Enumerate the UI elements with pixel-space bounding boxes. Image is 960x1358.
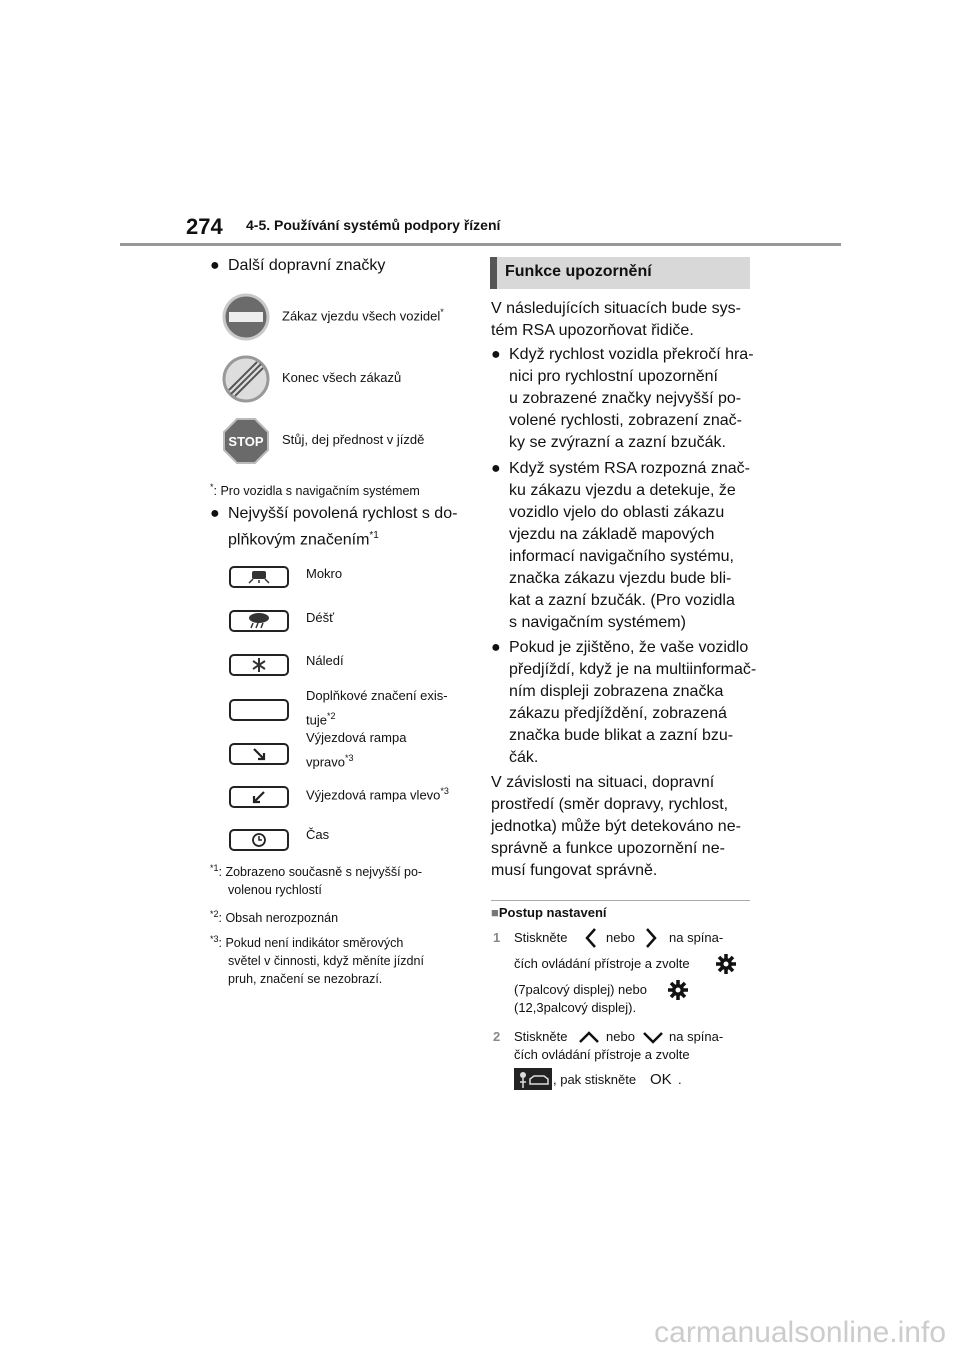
- step-1-number: 1: [493, 930, 501, 945]
- exit-left-arrow-icon: [231, 788, 287, 806]
- footnote-3: $^{*3}$: Pokud není indikátor směrových světel v činnosti, když měníte jízdní pruh, značení se nezobrazí.: [210, 934, 424, 987]
- procedure-title: ■Postup nastavení: [491, 905, 607, 920]
- time-plate: [229, 829, 289, 851]
- no-entry-sign-icon: [222, 293, 270, 341]
- wet-road-plate: [229, 566, 289, 588]
- footnote-star: *: Pro vozidla s navigačním systémem: [210, 482, 420, 499]
- procedure-rule: [491, 900, 750, 901]
- plate-label-exit-left: Výjezdová rampa vlevo$^{*3}$: [306, 786, 449, 803]
- gear-icon: [715, 953, 737, 975]
- step-1-text-a: Stiskněte: [514, 930, 568, 945]
- step-2-text-d: čích ovládání přístroje a zvolte: [514, 1047, 690, 1062]
- header-rule: [120, 243, 841, 246]
- gear-icon-large-display: [667, 979, 689, 1001]
- warning-function-heading: Funkce upozornění: [490, 257, 750, 289]
- sign-label-end-restrictions: Konec všech zákazů: [282, 370, 402, 385]
- step-1-text-b: nebo: [606, 930, 635, 945]
- wet-road-icon: [231, 568, 287, 586]
- step-2-number: 2: [493, 1029, 501, 1044]
- blank-plate-icon: [229, 699, 289, 721]
- clock-icon: [231, 831, 287, 849]
- step-2-text-b: nebo: [606, 1029, 635, 1044]
- footnote-2: $^{*2}$: Obsah nerozpoznán: [210, 909, 339, 926]
- exit-right-arrow-icon: [231, 745, 287, 763]
- footnote-1: $^{*1}$: Zobrazeno současně s nejvyšší po- volenou rychlostí: [210, 863, 423, 898]
- ok-button-glyph: OK: [650, 1071, 672, 1088]
- rain-plate: [229, 610, 289, 632]
- plate-label-time: Čas: [306, 827, 330, 842]
- step-2-text-e: , pak stiskněte: [553, 1072, 637, 1087]
- stop-sign-icon: [222, 417, 270, 465]
- plate-label-ice: Náledí: [306, 653, 344, 668]
- step-1-text-d: čích ovládání přístroje a zvolte: [514, 956, 690, 971]
- intro-paragraph: V následujících situacích bude sys- tém RSA upozorňovat řidiče.: [491, 300, 741, 339]
- snowflake-icon: [231, 656, 287, 674]
- step-2-text-f: .: [678, 1072, 682, 1087]
- chevron-down-icon: [642, 1030, 664, 1044]
- plate-label-rain: Déšť: [306, 610, 334, 625]
- plate-label-supplementary: Doplňkové značení exis- tuje$^{*2}$: [306, 688, 448, 728]
- sign-label-no-entry: Zákaz vjezdu všech vozidel*: [282, 307, 444, 324]
- rain-icon: [231, 612, 287, 630]
- exit-left-plate: [229, 786, 289, 808]
- end-of-restrictions-sign-icon: [222, 355, 270, 403]
- page-number: 274: [186, 214, 223, 239]
- watermark: carmanualsonline.info: [654, 1316, 946, 1349]
- step-1-text-e: (7palcový displej) nebo: [514, 982, 647, 997]
- step-1-text-f: (12,3palcový displej).: [514, 1000, 637, 1015]
- driver-assist-icon: [514, 1068, 552, 1090]
- plate-label-exit-right: Výjezdová rampa vpravo$^{*3}$: [306, 730, 407, 770]
- chevron-left-icon: [584, 927, 598, 949]
- step-2-text-c: na spína-: [669, 1029, 724, 1044]
- step-2-text-a: Stiskněte: [514, 1029, 568, 1044]
- ice-plate: [229, 654, 289, 676]
- sign-label-stop: Stůj, dej přednost v jízdě: [282, 432, 425, 447]
- stop-sign-text: STOP: [228, 434, 264, 449]
- plate-label-wet: Mokro: [306, 566, 343, 581]
- section-title: 4-5. Používání systémů podpory řízení: [246, 217, 501, 233]
- closing-paragraph: V závislosti na situaci, dopravní prostředí (směr dopravy, rychlost, jednotka) může být detekováno ne- správně a funkce upozornění ne- musí fungovat správně.: [491, 774, 741, 879]
- chevron-up-icon: [578, 1030, 600, 1044]
- chevron-right-icon: [644, 927, 658, 949]
- exit-right-plate: [229, 743, 289, 765]
- step-1-text-c: na spína-: [669, 930, 724, 945]
